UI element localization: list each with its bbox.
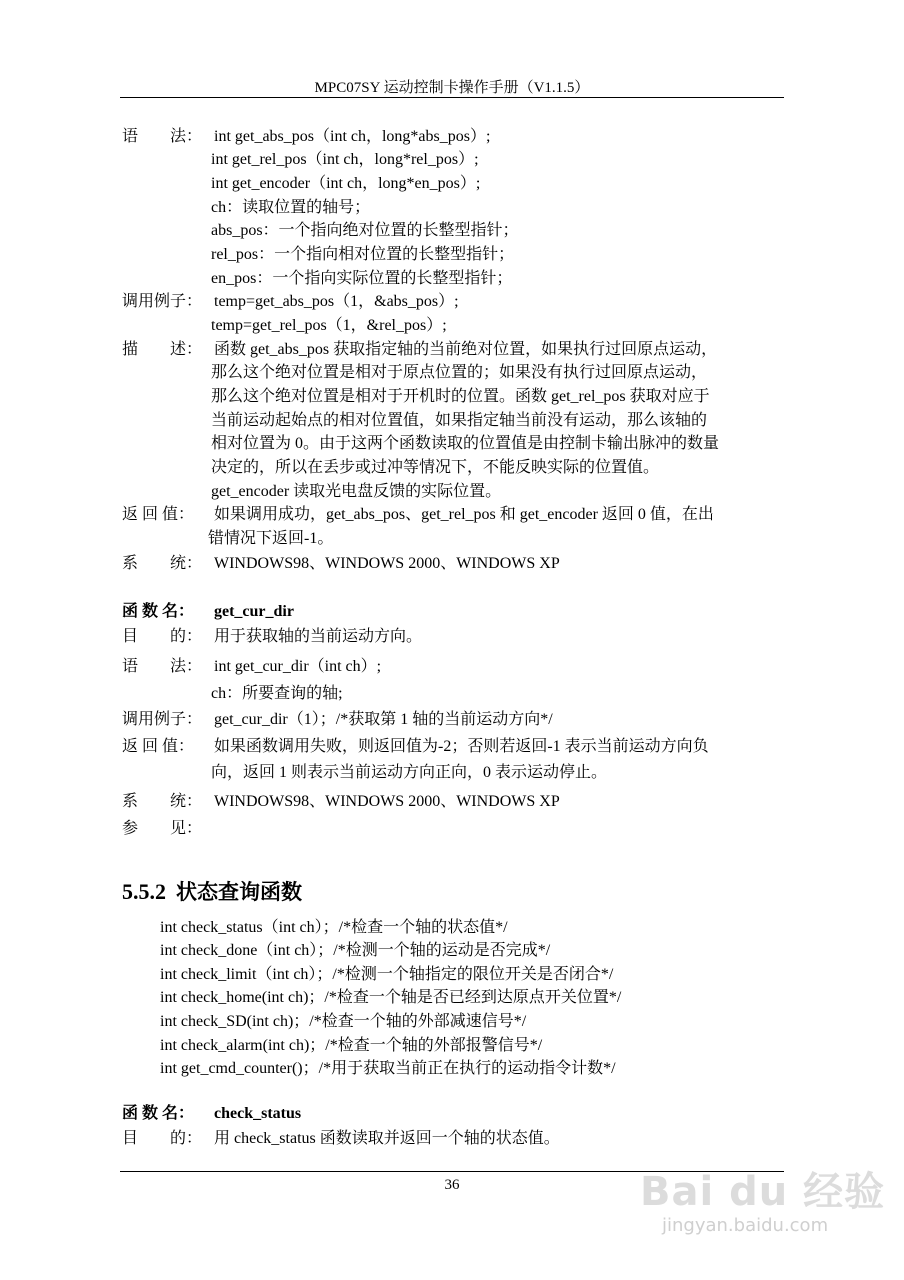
watermark-url: jingyan.baidu.com: [662, 1215, 829, 1236]
syntax-line: ch：所要查询的轴;: [211, 685, 343, 702]
function-name-label: 函 数 名：: [122, 1105, 195, 1122]
description-line: 当前运动起始点的相对位置值，如果指定轴当前没有运动，那么该轴的: [211, 412, 708, 429]
function-name: check_status: [214, 1105, 302, 1122]
example-label: 调用例子：: [122, 293, 203, 310]
purpose-label: 目 的：: [122, 1130, 203, 1147]
example-line: temp=get_abs_pos（1，&abs_pos）;: [214, 293, 459, 310]
syntax-label: 语 法：: [122, 658, 203, 675]
description-line: 那么这个绝对位置是相对于原点位置的；如果没有执行过回原点运动，: [211, 364, 708, 381]
return-label: 返 回 值：: [122, 738, 195, 755]
example-line: temp=get_rel_pos（1，&rel_pos）;: [211, 317, 447, 334]
function-name: get_cur_dir: [214, 603, 294, 620]
function-prototype: int check_limit（int ch）；/*检测一个轴指定的限位开关是否闭合*/: [160, 966, 614, 983]
description-line: 相对位置为 0。由于这两个函数读取的位置值是由控制卡输出脉冲的数量: [211, 435, 720, 452]
system-label: 系 统：: [122, 793, 203, 810]
syntax-line: int get_cur_dir（int ch）;: [214, 658, 382, 675]
purpose-value: 用 check_status 函数读取并返回一个轴的状态值。: [214, 1130, 560, 1147]
return-line: 如果调用成功，get_abs_pos、get_rel_pos 和 get_encoder 返回 0 值，在出: [214, 506, 714, 523]
description-line: 那么这个绝对位置是相对于开机时的位置。函数 get_rel_pos 获取对应于: [211, 388, 710, 405]
page-header-title: MPC07SY 运动控制卡操作手册（V1.1.5）: [314, 80, 590, 96]
function-name-label: 函 数 名：: [122, 603, 195, 620]
system-value: WINDOWS98、WINDOWS 2000、WINDOWS XP: [214, 555, 560, 572]
function-prototype: int check_home(int ch)；/*检查一个轴是否已经到达原点开关位置*/: [160, 989, 622, 1006]
syntax-line: int get_rel_pos（int ch，long*rel_pos）;: [211, 151, 479, 168]
return-line: 错情况下返回-1。: [208, 530, 334, 547]
description-label: 描 述：: [122, 341, 203, 358]
syntax-line: rel_pos：一个指向相对位置的长整型指针；: [211, 246, 515, 263]
watermark-logo: Bai du 经验: [640, 1169, 886, 1215]
section-number: 5.5.2: [122, 879, 166, 904]
function-prototype: int check_done（int ch）；/*检测一个轴的运动是否完成*/: [160, 942, 551, 959]
function-prototype: int get_cmd_counter()；/*用于获取当前正在执行的运动指令计数*/: [160, 1060, 616, 1077]
function-prototype: int check_alarm(int ch)；/*检查一个轴的外部报警信号*/: [160, 1037, 543, 1054]
system-label: 系 统：: [122, 555, 203, 572]
section-heading: [122, 876, 302, 906]
function-prototype: int check_SD(int ch)；/*检查一个轴的外部减速信号*/: [160, 1013, 527, 1030]
syntax-line: en_pos：一个指向实际位置的长整型指针；: [211, 270, 513, 287]
see-also-label: 参 见：: [122, 820, 203, 837]
example-line: get_cur_dir（1）；/*获取第 1 轴的当前运动方向*/: [214, 711, 553, 728]
description-line: 函数 get_abs_pos 获取指定轴的当前绝对位置，如果执行过回原点运动，: [214, 341, 718, 358]
section-title: 状态查询函数: [176, 880, 302, 904]
syntax-label: 语 法：: [122, 128, 203, 145]
purpose-value: 用于获取轴的当前运动方向。: [214, 628, 423, 645]
return-line: 如果函数调用失败，则返回值为-2；否则若返回-1 表示当前运动方向负: [214, 738, 709, 755]
description-line: 决定的，所以在丢步或过冲等情况下，不能反映实际的位置值。: [211, 459, 660, 476]
syntax-line: int get_encoder（int ch，long*en_pos）;: [211, 175, 481, 192]
example-label: 调用例子：: [122, 711, 203, 728]
return-line: 向，返回 1 则表示当前运动方向正向，0 表示运动停止。: [211, 764, 608, 781]
syntax-line: abs_pos：一个指向绝对位置的长整型指针；: [211, 222, 519, 239]
purpose-label: 目 的：: [122, 628, 203, 645]
header-rule: [120, 97, 784, 98]
page-number: 36: [444, 1177, 460, 1193]
syntax-line: ch：读取位置的轴号；: [211, 199, 371, 216]
function-prototype: int check_status（int ch）；/*检查一个轴的状态值*/: [160, 919, 508, 936]
description-line: get_encoder 读取光电盘反馈的实际位置。: [211, 483, 502, 500]
syntax-line: int get_abs_pos（int ch，long*abs_pos）;: [214, 128, 491, 145]
system-value: WINDOWS98、WINDOWS 2000、WINDOWS XP: [214, 793, 560, 810]
return-label: 返 回 值：: [122, 506, 195, 523]
